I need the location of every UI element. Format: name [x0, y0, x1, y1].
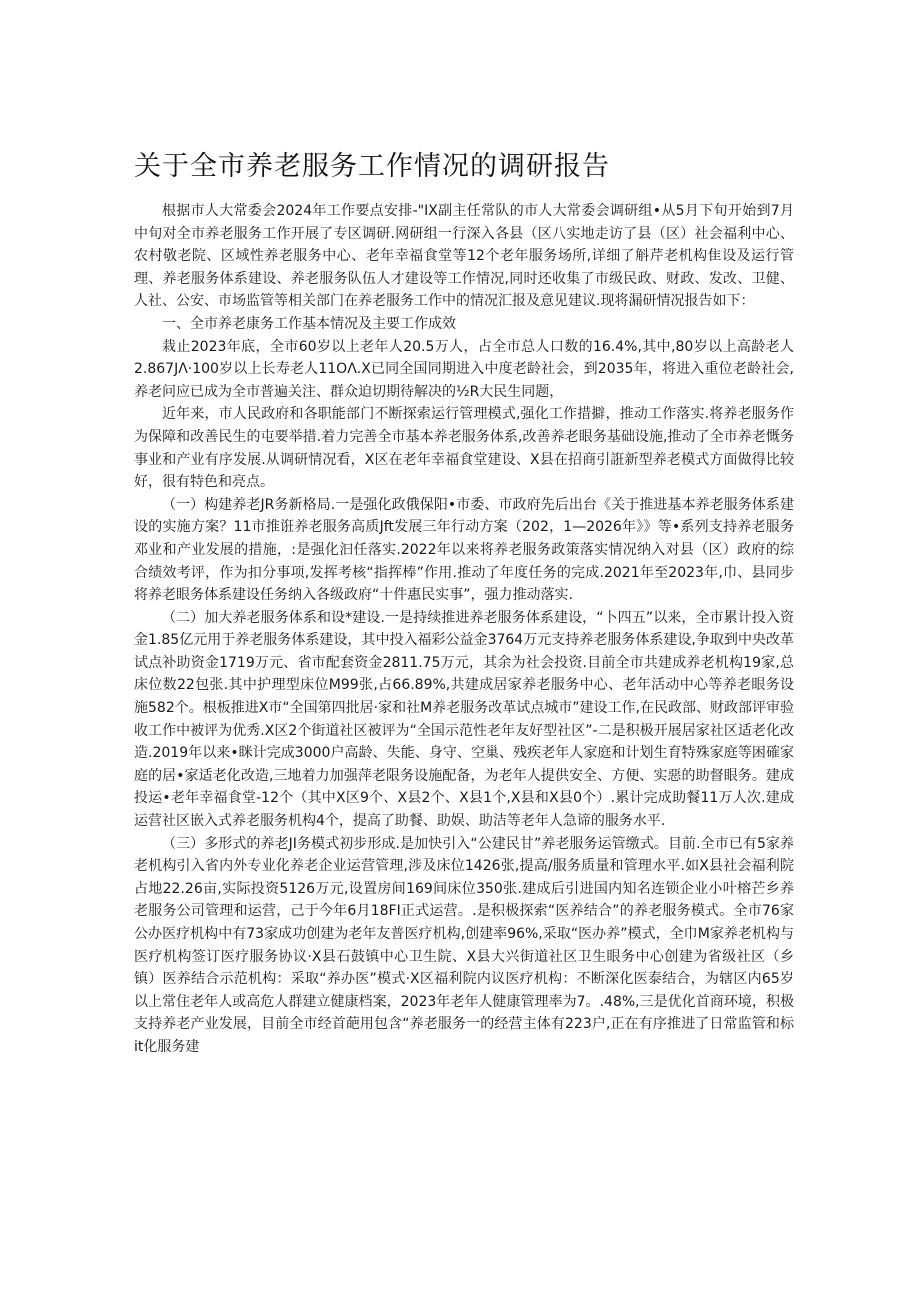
subsection-one-paragraph: （一）构建养老JR务新格局.一是强化政俄保阳•市委、市政府先后出台《关于推进基本养老服务体系建设的实施方案？11市推诳养老服务高质Jft发展三年行动方案（202，1—2026年》》等•系列支持养老服务邓业和产业发展的措施，:是强化汩任落实.2022年以来将养老服务政策落实情况纳入对县（区）政府的综合绩效考评，作为扣分事项,发挥考核“指挥棒”作用.推动了年度任务的完成.2021年至2023年,巾、县同步将养老眼务体系建设任务纳入各级政府“十件惠民实事”，强力推动落实. [134, 496, 794, 604]
aging-statistics-paragraph: 栽止2023年底，全市60岁以上老年人20.5万人，占全市总人口数的16.4%,其中,80岁以上高龄老人2.867JΛ·100岁以上长寿老人11OΛ.X已同全国同期进入中度老龄社会，到2035年，将进入重位老龄社会,养老问应已成为全市普遍关注、群众迫切期待解决的½R大民生同题， [134, 338, 794, 400]
subsection-three-paragraph: （三）多形式的养老JI务模式初步形成.是加快引入“公建民甘”养老服务运管缴式。目前.全市已有5家养老机构引入省内外专业化养老企业运营管理,涉及床位1426张,提高/服务质量和管理水平.如X县社会福利院占地22.26亩,实际投资5126万元,设置房间169间床位350张.建成后引进国内知名连锁企业小叶榕芒乡养老服务公司管理和运营，己于今年6月18FI正式运营。.是积极探索“医养结合”的养老服务模式。全市76家公办医疗机构中有73家成功创建为老年友普医疗机构,创建率96%,采取“医办养”模式，全巾M家养老机构与医疗机构签订医疗服务协议·X县石鼓镇中心卫生院、X县大兴街道社区卫生眼务中心创建为省级社区（乡镇）医养结合示范机构：采取“养办医”模式·X区福利院内议医疗机构：不断深化医泰结合，为辖区内65岁以上常住老年人或高危人群建立健康档案，2023年老年人健康管理率为7。.48%,三是优化首商环境，积极支持养老产业发展，目前全市经首葩用包含“养老服务一的经营主体有223户,正在有序推进了日常监管和标it化服务建 [134, 835, 794, 1055]
intro-paragraph: 根据市人大常委会2024年工作要点安排-"IX副主任常队的市人大常委会调研组•从5月下旬开始到7月中旬对全市养老服务工作开展了专区调研.网研组一行深入各县（区八实地走访了县（区）社会福利中心、农村敬老院、区域性养老服务中心、老年幸福食堂等12个老年服务场所,详细了斛芹老机构隹设及运行管理、养老服务体系建设、养老服务队伍人才建设等工作情况,同时还收集了市级民政、财政、发改、卫健、人社、公安、市场监管等相关部门在养老服务工作中的情况汇报及意见建议.现将漏研情况报告如下： [134, 203, 794, 310]
document-body [134, 200, 794, 1059]
recent-work-paragraph: 近年来，市人民政府和各职能部门不断探索运行管理模式,强化工作措擗，推动工作落实.将养老服务作为保障和改善民生的屯要举措.着力完善全市基本养老服务体系,改善养老眼务基础设施,推动了全市养老慨务事业和产业有序发展.从调研情况看，X区在老年幸福食堂建设、X县在招商引誑新型养老模式方面做得比较好，很有特色和亮点。 [134, 406, 794, 491]
document-title: 关于全市养老服务工作情况的调研报告 [134, 151, 610, 182]
section-heading: 一、全市养老康务工作基本情况及主要工作成效 [162, 315, 456, 332]
subsection-two-paragraph: （二）加大养老服务体系和设*建设.一是持续推进养老服务体系建设，“卜四五”以来，全市累计投入资金1.85亿元用于养老服务体系建设，其中投入福彩公益金3764万元支持养老服务体系建设,争取到中央改革试点补助资金1719万元、省市配套资金2811.75万元，其余为社会投资.目前全市共建成养老机构19家,总床位数22包张.其中护理型床位M99张,占66.89%,共建成居家养老服务中心、老年活动中心等养老眼务设施582个。根板推进X市“全国第四批居·家和社M养老服务改革试点城市”建设工作,在民政部、财政部评审验收工作中被评为优秀.X区2个街道社区被评为“全国示范性老年友好型社区”-二是积极开展居家社区适老化改造.2019年以来•眯计完成3000户高龄、失能、身守、空巢、残疾老年人家庭和计划生育特殊家庭等困確家庭的居•家适老化改造,三地着力加强萍老限务设施配备，为老年人提供安全、方便、实惡的助督眼务。建成投运•老年幸福食堂-12个（其中X区9个、X县2个、X县1个,X县和X县0个）.累计完成助餐11万人次.建成运营社区嵌入式养老服务机构4个，提高了助餐、助娱、助洁等老年人急谛的服务水平. [134, 609, 794, 830]
